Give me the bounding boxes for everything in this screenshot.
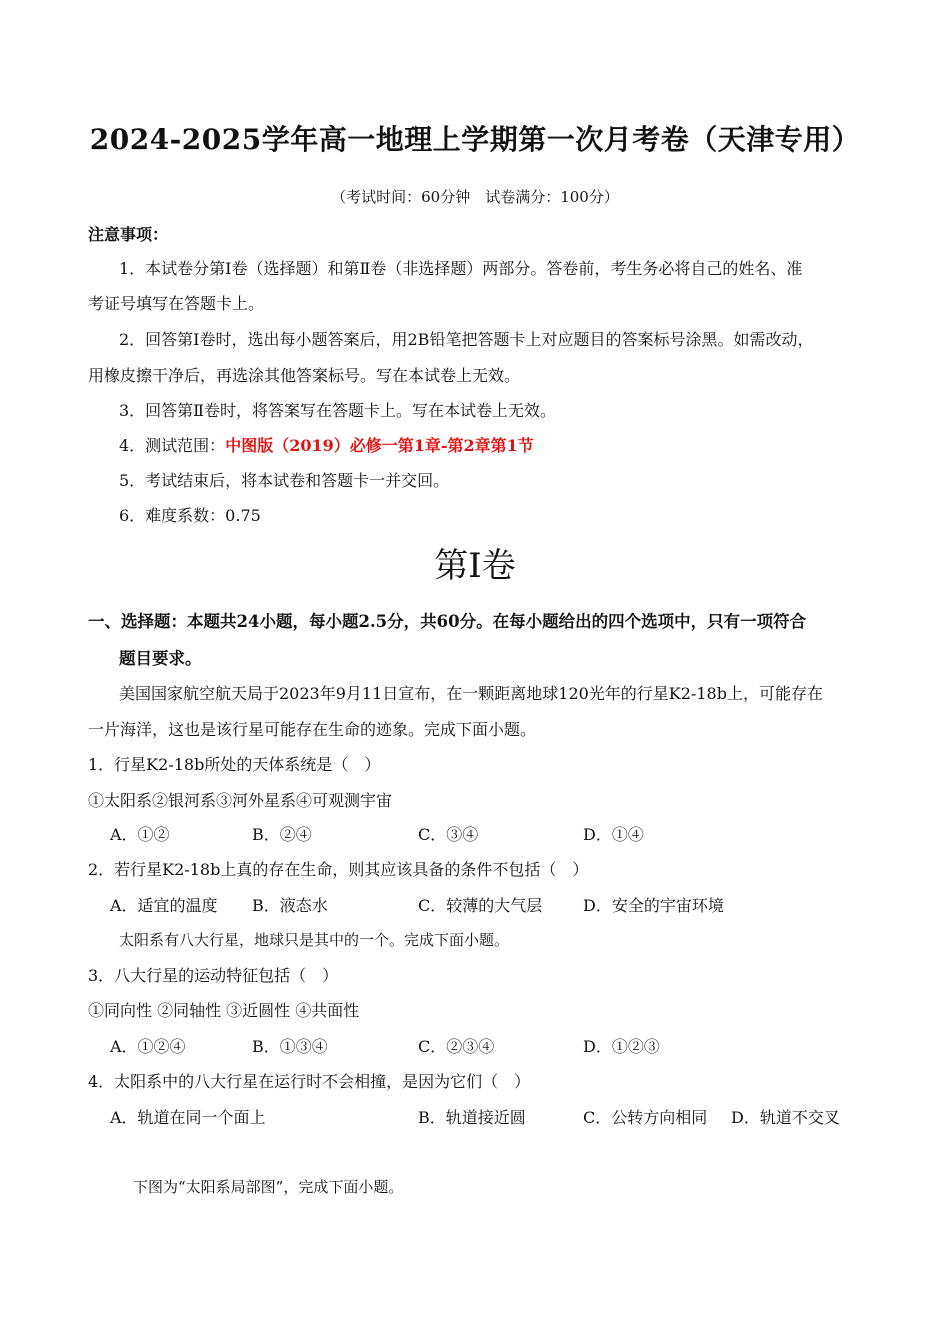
passage-1-line-2: 一片海洋，这也是该行星可能存在生命的迹象。完成下面小题。 <box>88 720 537 739</box>
notice-item-2-line-1: 2．回答第Ⅰ卷时，选出每小题答案后，用2B铅笔把答题卡上对应题目的答案标号涂黑。如需改动， <box>119 330 814 349</box>
question-4-stem: 4．太阳系中的八大行星在运行时不会相撞，是因为它们（ ） <box>88 1072 531 1091</box>
section-1-line-2: 题目要求。 <box>119 649 202 668</box>
question-2-stem: 2．若行星K2-18b上真的存在生命，则其应该具备的条件不包括（ ） <box>88 860 589 879</box>
question-4-option-c: C．公转方向相同 <box>583 1108 708 1127</box>
question-3-option-d: D．①②③ <box>583 1037 660 1056</box>
question-2-option-a: A．适宜的温度 <box>110 896 218 915</box>
passage-2: 太阳系有八大行星，地球只是其中的一个。完成下面小题。 <box>119 931 510 949</box>
question-1-option-c: C．③④ <box>418 825 479 844</box>
section-1-line-1: 一、选择题：本题共24小题，每小题2.5分，共60分。在每小题给出的四个选项中，只有一项符合 <box>88 612 807 631</box>
passage-3: 下图为“太阳系局部图”，完成下面小题。 <box>133 1178 404 1196</box>
question-2-option-b: B．液态水 <box>252 896 328 915</box>
question-3-stem: 3．八大行星的运动特征包括（ ） <box>88 966 339 985</box>
question-3-option-b: B．①③④ <box>252 1037 328 1056</box>
exam-info: （考试时间：60分钟 试卷满分：100分） <box>331 188 619 206</box>
passage-1-line-1: 美国国家航空航天局于2023年9月11日宣布，在一颗距离地球120光年的行星K2-18b上，可能存在 <box>119 684 823 703</box>
notice-item-2-line-2: 用橡皮擦干净后，再选涂其他答案标号。写在本试卷上无效。 <box>88 366 521 385</box>
question-4-option-b: B．轨道接近圆 <box>418 1108 526 1127</box>
notice-item-4 <box>119 433 534 456</box>
question-1-option-b: B．②④ <box>252 825 312 844</box>
notice-item-4-prefix: 4．测试范围： <box>119 436 226 455</box>
question-3-items: ①同向性 ②同轴性 ③近圆性 ④共面性 <box>88 1001 360 1020</box>
question-4-option-d: D．轨道不交叉 <box>731 1108 840 1127</box>
notice-heading: 注意事项： <box>88 225 169 244</box>
question-2-option-d: D．安全的宇宙环境 <box>583 896 724 915</box>
notice-item-6: 6．难度系数：0.75 <box>119 506 261 525</box>
question-1-option-a: A．①② <box>110 825 170 844</box>
test-range: 中图版（2019）必修一第1章-第2章第1节 <box>225 436 534 455</box>
question-1-stem: 1．行星K2-18b所处的天体系统是（ ） <box>88 755 381 774</box>
notice-item-1-line-2: 考证号填写在答题卡上。 <box>88 294 265 313</box>
page-title: 2024-2025学年高一地理上学期第一次月考卷（天津专用） <box>89 123 861 156</box>
question-1-option-d: D．①④ <box>583 825 644 844</box>
notice-item-1-line-1: 1．本试卷分第Ⅰ卷（选择题）和第Ⅱ卷（非选择题）两部分。答卷前，考生务必将自己的姓名、准 <box>119 259 803 278</box>
question-4-option-a: A．轨道在同一个面上 <box>110 1108 266 1127</box>
volume-title: 第Ⅰ卷 <box>434 546 516 586</box>
question-3-option-a: A．①②④ <box>110 1037 186 1056</box>
notice-item-3: 3．回答第Ⅱ卷时，将答案写在答题卡上。写在本试卷上无效。 <box>119 401 557 420</box>
question-2-option-c: C．较薄的大气层 <box>418 896 543 915</box>
question-1-items: ①太阳系②银河系③河外星系④可观测宇宙 <box>88 791 393 810</box>
question-3-option-c: C．②③④ <box>418 1037 495 1056</box>
notice-item-5: 5．考试结束后，将本试卷和答题卡一并交回。 <box>119 471 450 490</box>
